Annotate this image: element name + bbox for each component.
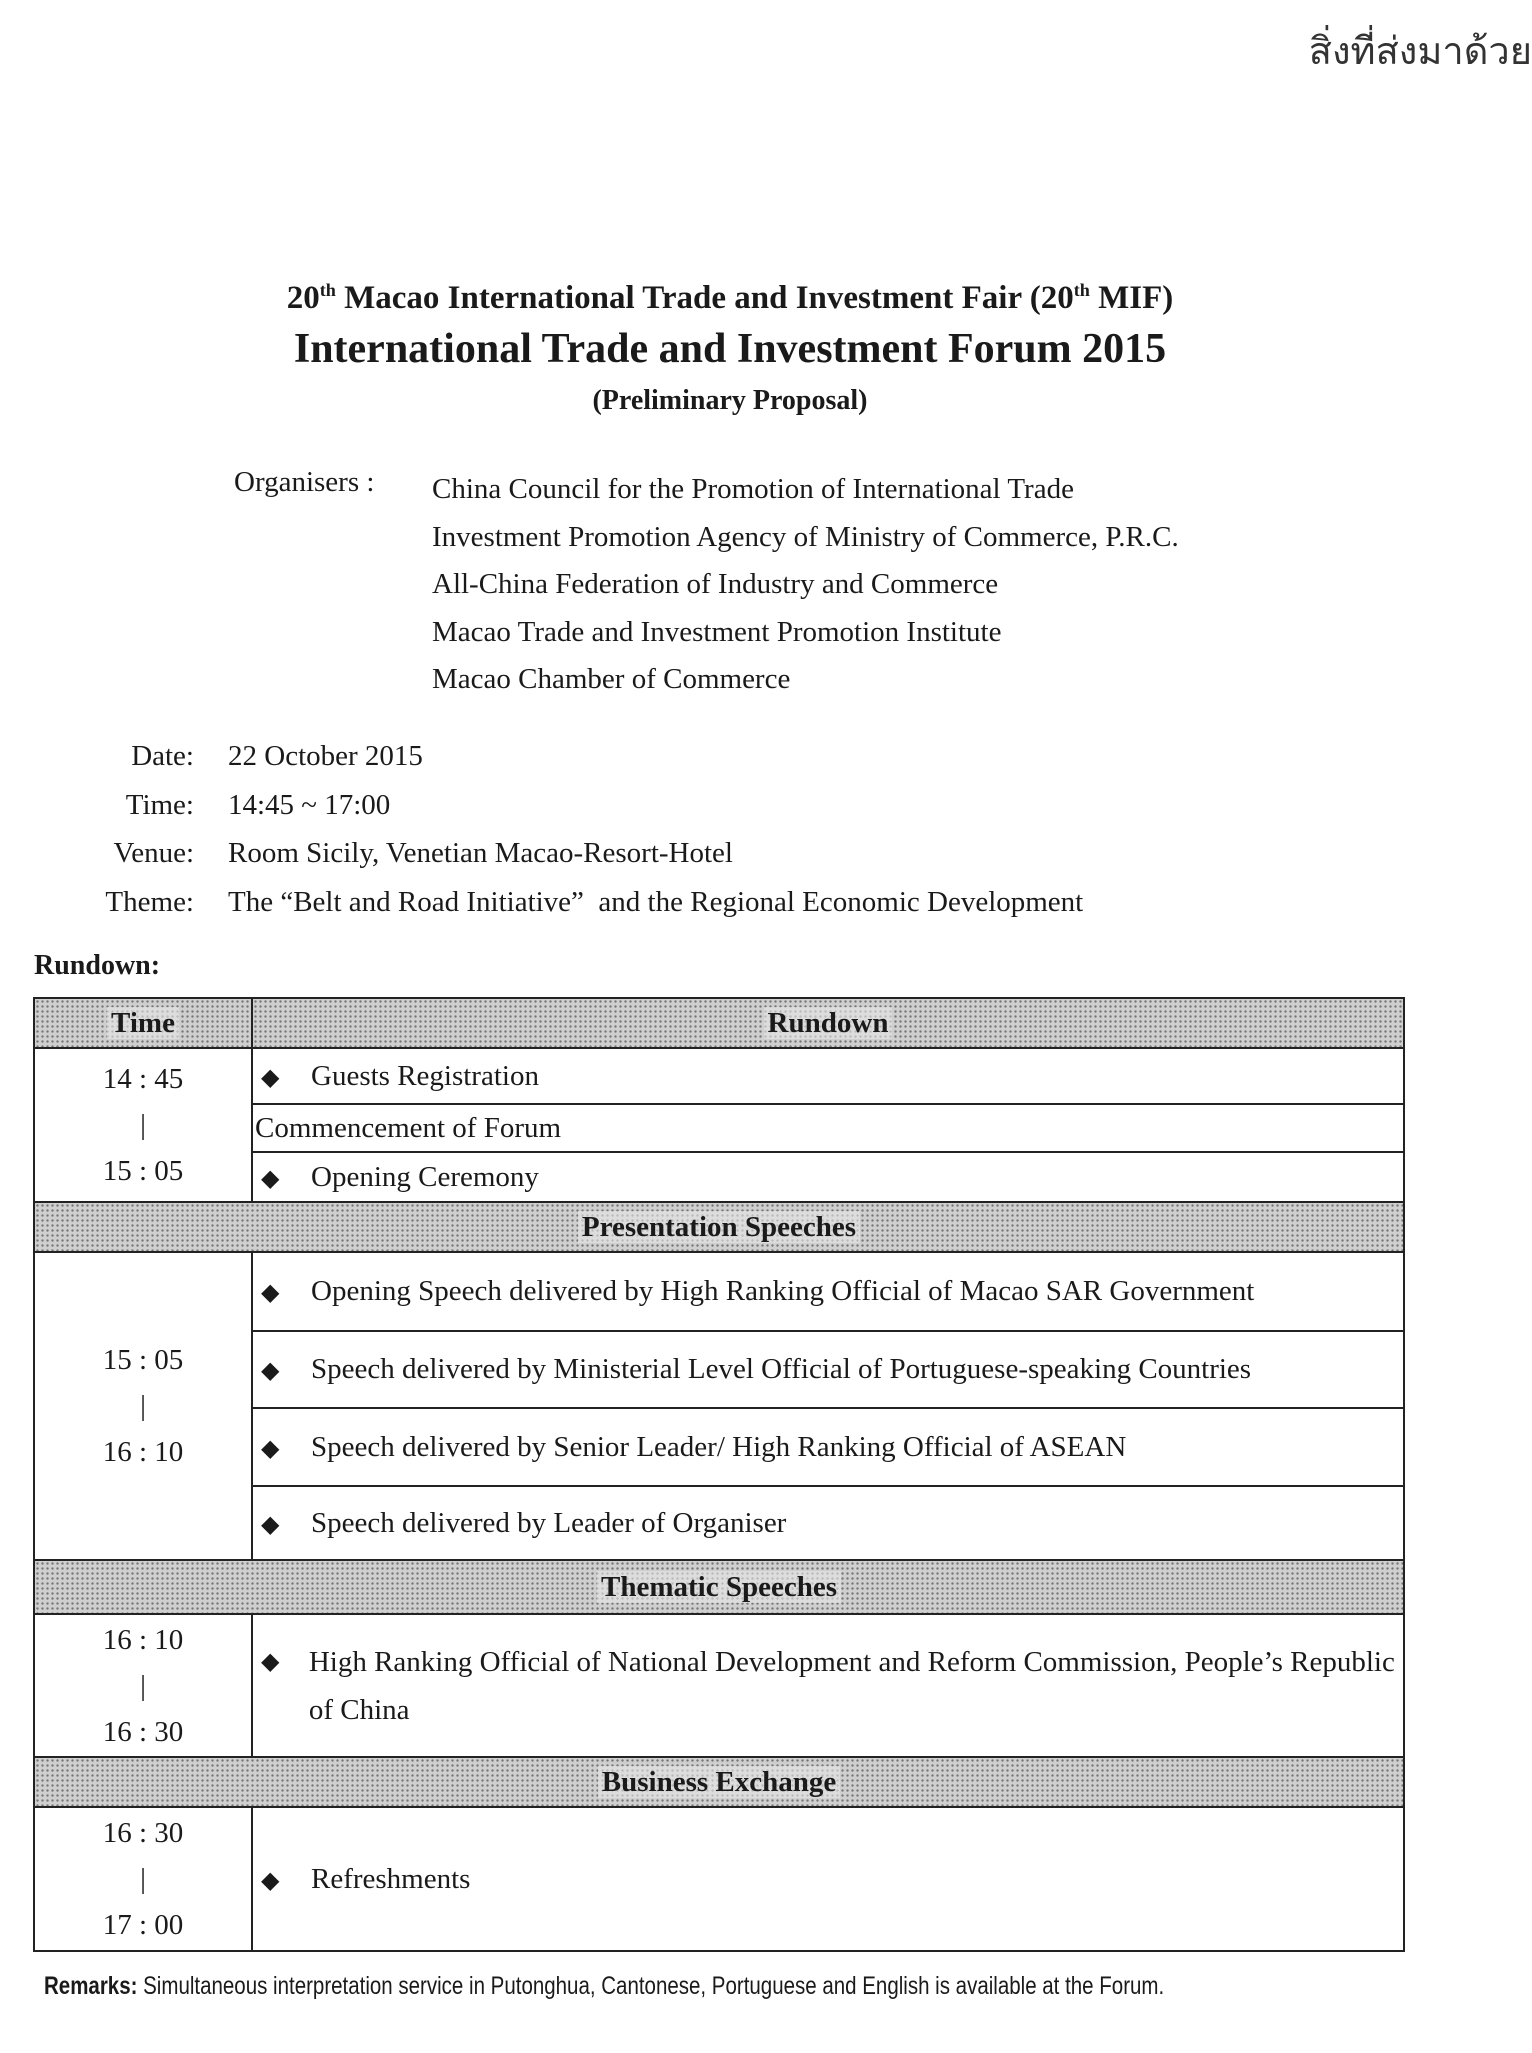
- diamond-bullet-icon: ◆: [261, 1435, 280, 1462]
- theme-value: The “Belt and Road Initiative” and the Regional Economic Development: [228, 885, 1084, 918]
- start-time: 15 : 05: [102, 1344, 184, 1376]
- remarks: [44, 1972, 1164, 2001]
- time-separator: |: [140, 1669, 146, 1702]
- time-cell: [34, 1614, 252, 1757]
- list-item: [252, 1486, 1404, 1560]
- start-time: 14 : 45: [102, 1063, 184, 1095]
- list-item: [252, 1614, 1404, 1757]
- remarks-text: Simultaneous interpretation service in Putonghua, Cantonese, Portuguese and English is available at the Forum.: [137, 1972, 1165, 2000]
- item-text: Opening Ceremony: [311, 1160, 539, 1193]
- venue-label: Venue:: [113, 837, 194, 869]
- title-sup: th: [319, 280, 336, 300]
- diamond-bullet-icon: ◆: [261, 1358, 280, 1384]
- start-time: 16 : 10: [102, 1623, 184, 1656]
- date-label: Date:: [131, 740, 194, 772]
- rundown-label: Rundown:: [34, 950, 161, 981]
- diamond-bullet-icon: ◆: [261, 1064, 280, 1091]
- time-separator: |: [140, 1390, 146, 1422]
- remarks-label: Remarks:: [44, 1972, 138, 2000]
- title-sup: th: [1073, 280, 1090, 300]
- start-time: 16 : 30: [102, 1817, 184, 1849]
- header-rundown: [252, 998, 1404, 1048]
- venue-value: Room Sicily, Venetian Macao-Resort-Hotel: [228, 837, 733, 869]
- time-label: Time:: [125, 788, 194, 821]
- item-text: Commencement of Forum: [255, 1111, 562, 1144]
- fair-title: [0, 280, 1460, 317]
- title-part: MIF): [1089, 280, 1174, 316]
- time-cell: [34, 1252, 252, 1560]
- time-separator: |: [140, 1863, 146, 1895]
- organiser: All-China Federation of Industry and Commerce: [432, 568, 999, 600]
- item-text: High Ranking Official of National Development and Reform Commission, People’s Republic of China: [308, 1645, 1395, 1726]
- organiser: Investment Promotion Agency of Ministry of Commerce, P.R.C.: [432, 520, 1179, 553]
- diamond-bullet-icon: ◆: [261, 1648, 280, 1675]
- time-value: 14:45 ~ 17:00: [228, 788, 391, 821]
- end-time: 16 : 30: [102, 1715, 184, 1748]
- organisers-label: Organisers :: [234, 466, 375, 498]
- header-text: Presentation Speeches: [578, 1211, 860, 1243]
- header-text: Rundown: [764, 1007, 893, 1039]
- section-header: [34, 1560, 1404, 1614]
- date-value: 22 October 2015: [228, 740, 423, 772]
- title-part: 20: [286, 280, 320, 316]
- theme-label: Theme:: [105, 885, 194, 918]
- list-item: [252, 1104, 1404, 1152]
- organisers-list: [432, 466, 1179, 704]
- item-text: Speech delivered by Ministerial Level Official of Portuguese-speaking Countries: [311, 1353, 1252, 1385]
- diamond-bullet-icon: ◆: [261, 1867, 280, 1894]
- forum-title: International Trade and Investment Forum 2015: [293, 326, 1167, 372]
- list-item: [252, 1252, 1404, 1331]
- list-item: [252, 1807, 1404, 1951]
- time-cell: [34, 1807, 252, 1951]
- item-text: Speech delivered by Leader of Organiser: [311, 1506, 787, 1539]
- event-info: [0, 732, 1083, 926]
- end-time: 17 : 00: [102, 1909, 184, 1941]
- time-separator: |: [140, 1109, 146, 1141]
- end-time: 16 : 10: [102, 1436, 184, 1468]
- list-item: [252, 1048, 1404, 1104]
- item-text: Refreshments: [311, 1862, 471, 1895]
- header-text: Time: [107, 1007, 179, 1039]
- header-time: [34, 998, 252, 1048]
- organiser: China Council for the Promotion of International Trade: [432, 473, 1074, 505]
- list-item: [252, 1152, 1404, 1202]
- header-text: Business Exchange: [598, 1766, 840, 1798]
- item-text: Speech delivered by Senior Leader/ High Ranking Official of ASEAN: [311, 1430, 1127, 1463]
- organiser: Macao Chamber of Commerce: [432, 663, 791, 695]
- header-text: Thematic Speeches: [597, 1571, 841, 1603]
- diamond-bullet-icon: ◆: [261, 1280, 280, 1306]
- item-text: Opening Speech delivered by High Ranking Official of Macao SAR Government: [311, 1275, 1255, 1307]
- list-item: [252, 1331, 1404, 1408]
- end-time: 15 : 05: [102, 1155, 184, 1187]
- rundown-table: [33, 997, 1405, 1952]
- organiser: Macao Trade and Investment Promotion Institute: [432, 615, 1002, 648]
- diamond-bullet-icon: ◆: [261, 1511, 280, 1538]
- section-header: [34, 1757, 1404, 1807]
- item-text: Guests Registration: [311, 1059, 539, 1092]
- section-header: [34, 1202, 1404, 1252]
- diamond-bullet-icon: ◆: [261, 1165, 280, 1192]
- time-cell: [34, 1048, 252, 1202]
- list-item: [252, 1408, 1404, 1486]
- title-part: Macao International Trade and Investment Fair (20: [335, 280, 1074, 316]
- subtitle: (Preliminary Proposal): [592, 385, 868, 416]
- thai-stamp-text: สิ่งที่ส่งมาด้วย: [1308, 29, 1532, 73]
